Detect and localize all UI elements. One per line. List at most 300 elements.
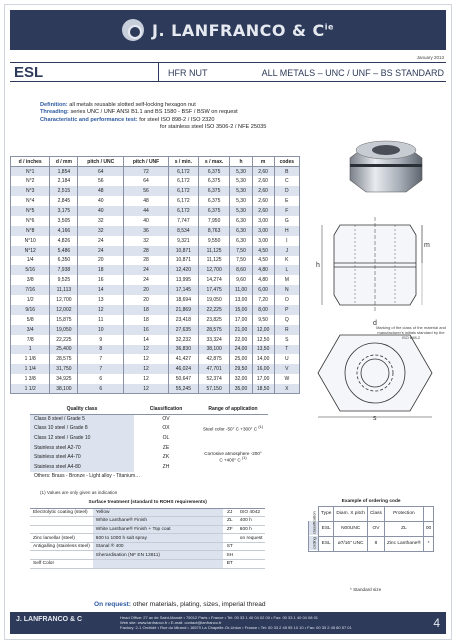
cell: 28,575 xyxy=(50,354,78,364)
table-row xyxy=(11,384,300,394)
cell: 9,525 xyxy=(50,275,78,285)
cell: 2,60 xyxy=(252,196,274,206)
cell: 16 xyxy=(124,325,169,335)
cell: Zinc Lanthane® xyxy=(384,536,423,551)
cell: Class 10 steel / Grade 8 xyxy=(30,424,134,434)
cell: 5,30 xyxy=(230,196,252,206)
cell: 600 h xyxy=(237,525,266,534)
cell: 17,00 xyxy=(230,315,252,325)
cell: BT xyxy=(223,560,237,569)
cell: 6,172 xyxy=(168,206,198,216)
cell: 14,00 xyxy=(252,354,274,364)
cell: 40 xyxy=(124,216,169,226)
cell: N°2 xyxy=(11,176,50,186)
cell: 50,647 xyxy=(168,374,198,384)
cell: 4,50 xyxy=(252,256,274,266)
cell: F xyxy=(274,206,299,216)
cell: 18 xyxy=(124,315,169,325)
cell: 9,321 xyxy=(168,236,198,246)
cell: 1 1/2 xyxy=(11,384,50,394)
table-row xyxy=(30,551,265,560)
cell: 2,60 xyxy=(252,176,274,186)
cell: N°4 xyxy=(11,196,50,206)
cell: 12 xyxy=(78,305,124,315)
brand-logo-icon xyxy=(122,19,144,41)
table-row xyxy=(11,256,300,266)
cell: 1,854 xyxy=(50,167,78,177)
table-row xyxy=(11,305,300,315)
cell: 15,875 xyxy=(50,315,78,325)
column-header: s / max. xyxy=(198,157,230,167)
column-header: pitch / UNF xyxy=(124,157,169,167)
cell: 14 xyxy=(124,335,169,345)
cell: 7,747 xyxy=(168,216,198,226)
table-row xyxy=(30,517,265,526)
table-row xyxy=(309,536,434,551)
cell: ESL xyxy=(319,521,334,536)
cell: 13,00 xyxy=(230,295,252,305)
cell: N°8 xyxy=(11,226,50,236)
table-row xyxy=(11,226,300,236)
cell: 2,184 xyxy=(50,176,78,186)
cell: 29,50 xyxy=(230,364,252,374)
cell: R xyxy=(274,325,299,335)
table-row xyxy=(11,236,300,246)
cell: 12,700 xyxy=(198,265,230,275)
table-header-row xyxy=(309,498,434,506)
footnote: (1) Values are only given as indication xyxy=(40,490,118,495)
table-header-row xyxy=(309,506,434,521)
table-row xyxy=(30,443,268,453)
cell: 28 xyxy=(124,256,169,266)
table-row xyxy=(11,315,300,325)
cell: Electrolytic coating (steel) xyxy=(30,508,93,517)
surface-title: Surface treatment (standard to ROHS requirements) xyxy=(30,498,265,508)
issue-date: January 2013 xyxy=(416,55,444,60)
cell: 13,995 xyxy=(168,275,198,285)
table-row xyxy=(30,542,265,551)
cell: 3,175 xyxy=(50,206,78,216)
cell: H xyxy=(274,226,299,236)
column-header: Diam. X pitch xyxy=(334,506,368,521)
cell: ZK xyxy=(162,454,170,461)
cell: 5,486 xyxy=(50,246,78,256)
table-row xyxy=(30,472,268,482)
cell: C xyxy=(274,176,299,186)
cell: 22,225 xyxy=(50,335,78,345)
surface-table xyxy=(30,498,265,569)
cell: 10,871 xyxy=(168,246,198,256)
cell: 33,324 xyxy=(198,335,230,345)
cell: 25,400 xyxy=(50,345,78,355)
cell: 20 xyxy=(78,256,124,266)
cell xyxy=(237,551,266,560)
table-row xyxy=(11,186,300,196)
cell: 1/4 xyxy=(11,256,50,266)
table-body xyxy=(30,508,265,568)
table-header-row xyxy=(11,157,300,167)
cell: 20 xyxy=(124,295,169,305)
table-row xyxy=(11,364,300,374)
table-row xyxy=(11,196,300,206)
cell: 1 3/8 xyxy=(11,374,50,384)
cell: 00 xyxy=(423,521,433,536)
cell: 12 xyxy=(124,384,169,394)
cell: 4,50 xyxy=(252,246,274,256)
cell: 24 xyxy=(124,265,169,275)
cell: 56 xyxy=(78,176,124,186)
cell: ZH xyxy=(162,463,170,470)
cell: 18 xyxy=(78,265,124,275)
cell: 6,172 xyxy=(168,176,198,186)
cell: 6,375 xyxy=(198,176,230,186)
cell: 35,00 xyxy=(230,384,252,394)
cell: 8,763 xyxy=(198,226,230,236)
cell: Stainless steel A2-70 xyxy=(30,443,134,453)
cell: 12,002 xyxy=(50,305,78,315)
cell: 32 xyxy=(124,236,169,246)
cell: 64 xyxy=(124,176,169,186)
cell: OV xyxy=(162,416,170,423)
cell: 12 xyxy=(124,374,169,384)
cell: Q xyxy=(274,315,299,325)
cell: 16 xyxy=(78,275,124,285)
table-row xyxy=(11,246,300,256)
cell: 6,172 xyxy=(168,167,198,177)
product-range: ALL METALS – UNC / UNF – BS STANDARD xyxy=(261,68,444,78)
cell: 5/8 xyxy=(11,315,50,325)
cell: 5,30 xyxy=(230,206,252,216)
cell: 24,00 xyxy=(230,345,252,355)
cell xyxy=(30,517,93,526)
cell: N00UNC xyxy=(334,521,368,536)
cell: 7,50 xyxy=(230,256,252,266)
cell: 38,100 xyxy=(50,384,78,394)
cell: 8 xyxy=(78,345,124,355)
cell: 6,00 xyxy=(252,285,274,295)
cell: ø7/16" UNC xyxy=(334,536,368,551)
cell xyxy=(237,560,266,569)
cell: 32 xyxy=(78,226,124,236)
table-row xyxy=(11,285,300,295)
cell: 28 xyxy=(124,246,169,256)
on-request-line: On request: other materials, plating, sizes, imperial thread xyxy=(94,601,266,608)
cell: X xyxy=(274,384,299,394)
table-row xyxy=(11,265,300,275)
cell: ZJ xyxy=(223,508,237,517)
cell: 6,172 xyxy=(168,196,198,206)
cell: 19,050 xyxy=(198,295,230,305)
cell xyxy=(237,542,266,551)
table-row xyxy=(30,414,268,424)
quality-table xyxy=(30,404,268,481)
cell: 3,505 xyxy=(50,216,78,226)
range-stainless: Corrosive atmosphere -200° C +400° C $^{(1)}$ xyxy=(204,451,262,463)
cell: 400 h xyxy=(237,517,266,526)
cell: N°1 xyxy=(11,167,50,177)
cell: 14,274 xyxy=(198,275,230,285)
cell: J xyxy=(274,246,299,256)
cell: 9/16 xyxy=(11,305,50,315)
table-row xyxy=(11,216,300,226)
cell: G xyxy=(274,216,299,226)
column-header: pitch / UNC xyxy=(78,157,124,167)
cell: 2,60 xyxy=(252,167,274,177)
cell: N xyxy=(274,285,299,295)
cell: 22,00 xyxy=(230,335,252,345)
cell: B xyxy=(274,167,299,177)
cell: Yellow xyxy=(93,508,223,517)
cell: 6,350 xyxy=(50,256,78,266)
table-row xyxy=(30,525,265,534)
cell: 36 xyxy=(124,226,169,236)
cell: OX xyxy=(162,425,170,432)
cell: 10 xyxy=(78,325,124,335)
cell: 55,245 xyxy=(168,384,198,394)
cell: 48 xyxy=(78,186,124,196)
cell: 8,534 xyxy=(168,226,198,236)
technical-drawing xyxy=(300,205,450,420)
cell: 10,871 xyxy=(168,256,198,266)
brand-name: J. LANFRANCO & $C^{ie}$ xyxy=(152,20,334,40)
column-header: d / inches xyxy=(11,157,50,167)
cell: 7,938 xyxy=(50,265,78,275)
table-row xyxy=(11,335,300,345)
cell: 28,575 xyxy=(198,325,230,335)
cell: ISO 4042 xyxy=(237,508,266,517)
cell: 11,00 xyxy=(230,285,252,295)
cell: 6,172 xyxy=(168,186,198,196)
cell: T xyxy=(274,345,299,355)
cell: 5,30 xyxy=(230,167,252,177)
cell: 36,830 xyxy=(168,345,198,355)
cell: 23,825 xyxy=(198,315,230,325)
cell: Class 8 steel / Grade 5 xyxy=(30,414,134,424)
table-row xyxy=(11,325,300,335)
table-row xyxy=(11,354,300,364)
cell: 64 xyxy=(78,167,124,177)
cell: 7,50 xyxy=(230,246,252,256)
cell: Sherardisation (NF EN 13811) xyxy=(93,551,223,560)
cell: D xyxy=(274,186,299,196)
table-row xyxy=(11,167,300,177)
cell: 4,166 xyxy=(50,226,78,236)
cell: 6,375 xyxy=(198,196,230,206)
cell: ZL xyxy=(384,521,423,536)
table-header-row xyxy=(30,498,265,508)
cell: 6,375 xyxy=(198,206,230,216)
cell: 17,00 xyxy=(252,374,274,384)
cell: 7/16 xyxy=(11,285,50,295)
cell: 6 xyxy=(78,374,124,384)
cell: 32,232 xyxy=(168,335,198,345)
cell: V xyxy=(274,364,299,374)
cell: N°12 xyxy=(11,246,50,256)
cell: 32 xyxy=(78,216,124,226)
table-row xyxy=(11,176,300,186)
column-header: Protection xyxy=(384,506,423,521)
cell: White Lanthane® Finish xyxy=(93,517,223,526)
cell: 6,375 xyxy=(198,186,230,196)
cell: 6,30 xyxy=(230,236,252,246)
column-header: Classification xyxy=(134,404,198,414)
order-table xyxy=(308,498,434,552)
cell: 1 1/4 xyxy=(11,364,50,374)
table-header-row xyxy=(30,404,268,414)
cell: 12 xyxy=(124,345,169,355)
column-header: s / min. xyxy=(168,157,198,167)
cell: 12 xyxy=(124,354,169,364)
range-steel: Steel color -50° C +300° C $^{(1)}$ xyxy=(202,425,264,432)
column-header: codes xyxy=(274,157,299,167)
cell: 18,694 xyxy=(168,295,198,305)
dim-label-h: h xyxy=(316,262,320,269)
dim-label-m: m xyxy=(424,242,430,249)
cell: 13,50 xyxy=(252,345,274,355)
dim-label-s: s xyxy=(373,415,377,420)
cell: 46,024 xyxy=(168,364,198,374)
cell: 18,50 xyxy=(252,384,274,394)
order-title: Example of ordering code xyxy=(341,499,401,505)
table-row xyxy=(30,534,265,543)
cell: 22,225 xyxy=(198,305,230,315)
cell: 12,50 xyxy=(252,335,274,345)
marking-note: Marking of the class of the material and manufacturer's initials standard by the ISO 898-2 xyxy=(376,325,446,340)
table-row xyxy=(309,521,434,536)
cell: N°10 xyxy=(11,236,50,246)
product-type: HFR NUT xyxy=(168,68,208,78)
cell xyxy=(30,551,93,560)
cell: 13 xyxy=(78,295,124,305)
cell: 12,00 xyxy=(252,325,274,335)
brand-header xyxy=(10,10,446,50)
column-header: Type xyxy=(319,506,334,521)
cell: 3,00 xyxy=(252,216,274,226)
cell: 19,050 xyxy=(50,325,78,335)
table-row xyxy=(11,374,300,384)
cell: Zinc lamellar (steel) xyxy=(30,534,93,543)
cell: 18 xyxy=(124,305,169,315)
column-header: d / mm xyxy=(50,157,78,167)
cell: N°3 xyxy=(11,186,50,196)
cell: OV xyxy=(367,521,384,536)
cell: M xyxy=(274,275,299,285)
row-label: classification xyxy=(309,521,319,536)
cell: 27,635 xyxy=(168,325,198,335)
cell xyxy=(93,560,223,569)
cell: 52,374 xyxy=(198,374,230,384)
cell: 12,700 xyxy=(50,295,78,305)
cell: 21,869 xyxy=(168,305,198,315)
table-row xyxy=(30,560,265,569)
cell: 11,125 xyxy=(198,246,230,256)
cell: 2,60 xyxy=(252,186,274,196)
cell: 9 xyxy=(78,335,124,345)
cell: ZE xyxy=(162,444,170,451)
cell: 5/16 xyxy=(11,265,50,275)
cell: 9,50 xyxy=(252,315,274,325)
cell: 41,427 xyxy=(168,354,198,364)
cell: 14 xyxy=(78,285,124,295)
nut-photo xyxy=(336,128,436,198)
table-row xyxy=(11,345,300,355)
cell: 21,00 xyxy=(230,325,252,335)
cell: 42,875 xyxy=(198,354,230,364)
cell: 9,60 xyxy=(230,275,252,285)
cell xyxy=(223,534,237,543)
cell: 2,60 xyxy=(252,206,274,216)
cell: L xyxy=(274,265,299,275)
table-row xyxy=(11,295,300,305)
cell: Self Color xyxy=(30,560,93,569)
divider xyxy=(158,63,159,81)
standard-size-note: * Standard size xyxy=(350,587,382,592)
cell: OL xyxy=(162,434,170,441)
cell: 7 xyxy=(78,364,124,374)
table-body xyxy=(11,167,300,394)
cell: 57,150 xyxy=(198,384,230,394)
column-header: m xyxy=(252,157,274,167)
cell: 47,701 xyxy=(198,364,230,374)
cell: 3,00 xyxy=(252,236,274,246)
cell: 23,418 xyxy=(168,315,198,325)
table-row xyxy=(30,508,265,517)
cell: N°5 xyxy=(11,206,50,216)
cell: 600 to 1000 h salt spray xyxy=(93,534,223,543)
column-header: Quality class xyxy=(30,404,134,414)
cell: 31,750 xyxy=(50,364,78,374)
cell: 32,00 xyxy=(230,374,252,384)
column-header: h xyxy=(230,157,252,167)
cell: White Lanthane® Finish + Top coat xyxy=(93,525,223,534)
cell: U xyxy=(274,354,299,364)
column-header: Class xyxy=(367,506,384,521)
cell: 6,375 xyxy=(198,167,230,177)
cell: Stanal ® 400 xyxy=(93,542,223,551)
column-header xyxy=(423,506,433,521)
cell: 17,475 xyxy=(198,285,230,295)
cell: 7 xyxy=(78,354,124,364)
cell: 12,420 xyxy=(168,265,198,275)
cell: W xyxy=(274,374,299,384)
cell: N°6 xyxy=(11,216,50,226)
definitions: Definition: all metals reusable slotted self-locking hexagon nut Threading: series UNC / UNF ANSI B1.1 and BS 1580 - BSF / BSW on request Characteristic and performance test: for steel ISO 898-2 / ISO 2320 for stainless steel ISO 3506-2 / NFE 25035 xyxy=(40,102,267,131)
table-row xyxy=(11,275,300,285)
cell: 6,30 xyxy=(230,226,252,236)
cell: 38,100 xyxy=(198,345,230,355)
dimensions-table xyxy=(10,156,300,394)
cell: 24 xyxy=(78,246,124,256)
cell: 3/8 xyxy=(11,275,50,285)
cell: 24 xyxy=(78,236,124,246)
cell: 56 xyxy=(124,186,169,196)
cell: 5,30 xyxy=(230,186,252,196)
cell: * xyxy=(423,536,433,551)
table-row xyxy=(11,206,300,216)
cell: ST xyxy=(223,542,237,551)
cell: 11,125 xyxy=(198,256,230,266)
cell: 7,20 xyxy=(252,295,274,305)
cell: 16,00 xyxy=(252,364,274,374)
cell: on request xyxy=(237,534,266,543)
cell: 12 xyxy=(124,364,169,374)
cell: 4,80 xyxy=(252,265,274,275)
cell: 15,00 xyxy=(230,305,252,315)
cell: 72 xyxy=(124,167,169,177)
cell: ZF xyxy=(223,525,237,534)
cell: 48 xyxy=(124,196,169,206)
cell: 11 xyxy=(78,315,124,325)
